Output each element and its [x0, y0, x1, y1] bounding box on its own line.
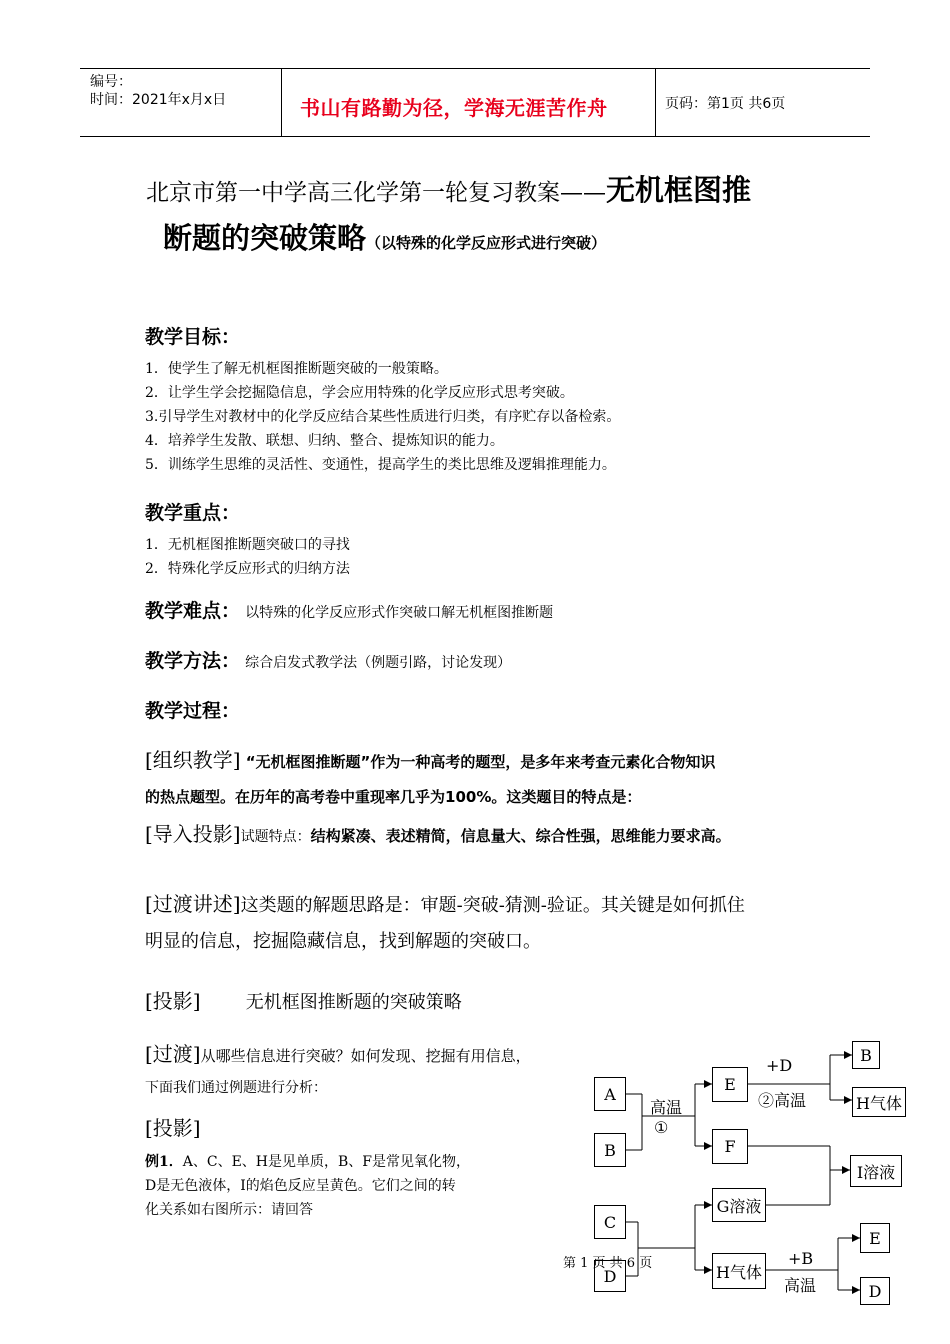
- title-prefix: 北京市第一中学高三化学第一轮复习教案——: [146, 180, 606, 206]
- organize-text1: “无机框图推断题”作为一种高考的题型，是多年来考查元素化合物知识: [245, 753, 716, 771]
- diagram-box-a: A: [594, 1077, 626, 1111]
- list-item: 1．使学生了解无机框图推断题突破的一般策略。: [145, 361, 448, 377]
- import-tag: [导入投影]: [145, 822, 241, 846]
- diagram-box-i: I溶液: [850, 1155, 902, 1187]
- projection-title: 无机框图推断题的突破策略: [245, 992, 462, 1013]
- example-label: 例1．: [145, 1154, 183, 1170]
- diagram-box-g: G溶液: [712, 1188, 766, 1222]
- transition2-text2: 下面我们通过例题进行分析：: [145, 1080, 327, 1096]
- label-plus-d: +D: [766, 1056, 793, 1075]
- transition2-tag: [过渡]: [145, 1042, 201, 1066]
- list-item: 1．无机框图推断题突破口的寻找: [145, 537, 350, 553]
- title-suffix: （以特殊的化学反应形式进行突破）: [366, 234, 607, 252]
- goals-heading: 教学目标：: [145, 326, 241, 348]
- example-text1: A、C、E、H是见单质，B、F是常见氧化物，: [182, 1154, 471, 1170]
- transition2-text1: 从哪些信息进行突破？如何发现、挖掘有用信息，: [200, 1047, 531, 1065]
- label-reaction-1: ①: [654, 1118, 669, 1137]
- label-plus-b: +B: [788, 1249, 814, 1268]
- projection-tag: [投影]: [145, 989, 201, 1013]
- list-item: 2．特殊化学反应形式的归纳方法: [145, 561, 350, 577]
- diagram-box-b: B: [594, 1133, 626, 1167]
- method-text: 综合启发式教学法（例题引路，讨论发现）: [245, 655, 512, 671]
- diagram-box-e2: E: [860, 1223, 890, 1253]
- list-item: 3.引导学生对教材中的化学反应结合某些性质进行归类，有序贮存以备检索。: [145, 409, 621, 425]
- diagram-box-d2: D: [860, 1277, 890, 1305]
- label-high-temp-2: 高温: [784, 1276, 817, 1295]
- difficulty-heading: 教学难点：: [145, 600, 241, 622]
- list-item: 2．让学生学会挖掘隐信息，学会应用特殊的化学反应形式思考突破。: [145, 385, 574, 401]
- diagram-box-h2: H气体: [712, 1253, 766, 1289]
- list-item: 4．培养学生发散、联想、归纳、整合、提炼知识的能力。: [145, 433, 504, 449]
- import-label: 试题特点：: [240, 829, 311, 845]
- time-label: 时间：2021年x月x日: [90, 92, 227, 108]
- method-heading: 教学方法：: [145, 650, 241, 672]
- label-high-temp: 高温: [650, 1098, 683, 1117]
- transition-tag: [过渡讲述]: [145, 892, 241, 916]
- organize-tag: [组织教学]: [145, 748, 241, 772]
- key-points-heading: 教学重点：: [145, 502, 241, 524]
- diagram-box-e: E: [712, 1067, 748, 1102]
- diagram-box-d: D: [594, 1260, 626, 1292]
- organize-text2: 的热点题型。在历年的高考卷中重现率几乎为100%。这类题目的特点是：: [145, 788, 642, 806]
- page-footer: 第 1 页 共 6 页: [563, 1256, 653, 1271]
- label-reaction-2-high-temp: ②高温: [758, 1091, 807, 1110]
- motto: 书山有路勤为径，学海无涯苦作舟: [300, 96, 608, 120]
- serial-label: 编号：: [90, 74, 132, 90]
- title-bold-line2: 断题的突破策略: [163, 221, 367, 255]
- import-text: 结构紧凑、表述精简，信息量大、综合性强，思维能力要求高。: [310, 827, 731, 845]
- transition-text1: 这类题的解题思路是：审题-突破-猜测-验证。其关键是如何抓住: [240, 895, 745, 916]
- diagram-box-b2: B: [852, 1041, 880, 1069]
- diagram-box-f: F: [712, 1129, 748, 1164]
- difficulty-text: 以特殊的化学反应形式作突破口解无机框图推断题: [245, 605, 554, 621]
- page-code: 页码：第1页 共6页: [665, 96, 786, 112]
- transition-text2: 明显的信息，挖掘隐藏信息，找到解题的突破口。: [145, 931, 541, 952]
- diagram-box-c: C: [594, 1205, 626, 1239]
- title-bold-line1: 无机框图推: [606, 173, 752, 207]
- example-text3: 化关系如右图所示：请回答: [145, 1202, 313, 1218]
- projection2-tag: [投影]: [145, 1116, 201, 1140]
- list-item: 5．训练学生思维的灵活性、变通性，提高学生的类比思维及逻辑推理能力。: [145, 457, 616, 473]
- example-text2: D是无色液体，I的焰色反应呈黄色。它们之间的转: [145, 1178, 456, 1194]
- diagram-box-h: H气体: [852, 1087, 906, 1117]
- process-heading: 教学过程：: [145, 700, 241, 722]
